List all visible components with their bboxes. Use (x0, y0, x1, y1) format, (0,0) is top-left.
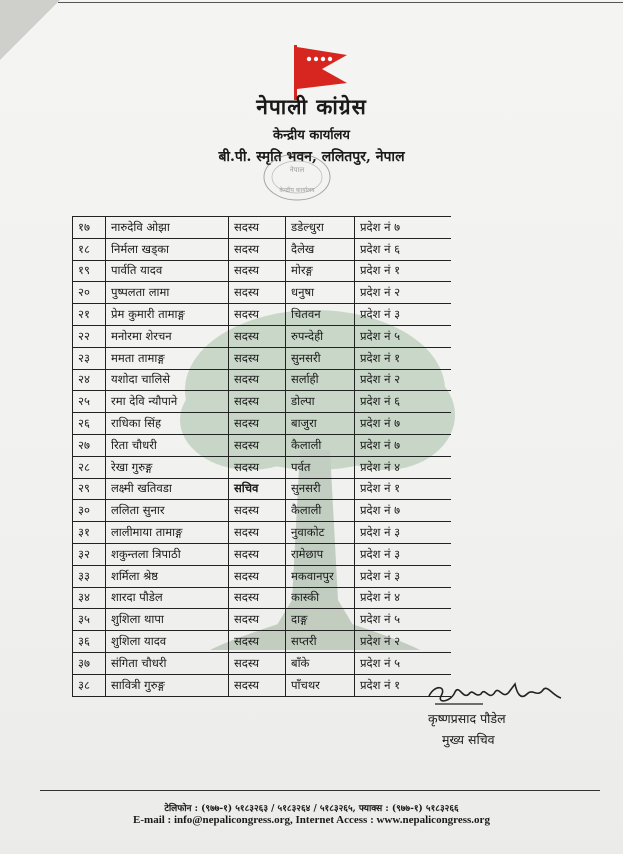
table-row (73, 456, 452, 478)
member-name: यशोदा चालिसे (106, 369, 229, 391)
member-province: प्रदेश नं १ (355, 674, 452, 696)
table-row (73, 217, 452, 239)
member-role: सदस्य (229, 413, 286, 435)
table-row (73, 631, 452, 653)
member-name: पुष्पलता लामा (106, 282, 229, 304)
row-number: १७ (73, 217, 106, 239)
member-province: प्रदेश नं ४ (355, 587, 452, 609)
member-role: सदस्य (229, 238, 286, 260)
member-district: पाँचथर (286, 674, 355, 696)
member-province: प्रदेश नं ७ (355, 500, 452, 522)
member-role: सदस्य (229, 587, 286, 609)
member-role: सचिव (229, 478, 286, 500)
member-province: प्रदेश नं ३ (355, 565, 452, 587)
member-role: सदस्य (229, 522, 286, 544)
member-province: प्रदेश नं ७ (355, 413, 452, 435)
member-province: प्रदेश नं १ (355, 260, 452, 282)
member-province: प्रदेश नं ५ (355, 325, 452, 347)
table-row (73, 260, 452, 282)
organization-name: नेपाली कांग्रेस (256, 94, 367, 119)
member-name: राधिका सिंह (106, 413, 229, 435)
footer-contact-line: E-mail : info@nepalicongress.org, Internet Access : www.nepalicongress.org (133, 814, 490, 826)
member-name: मनोरमा शेरचन (106, 325, 229, 347)
member-name: नारुदेवि ओझा (106, 217, 229, 239)
member-province: प्रदेश नं ४ (355, 456, 452, 478)
member-district: कैलाली (286, 434, 355, 456)
table-row (73, 282, 452, 304)
member-role: सदस्य (229, 674, 286, 696)
table-row (73, 652, 452, 674)
row-number: २३ (73, 347, 106, 369)
row-number: २१ (73, 304, 106, 326)
row-number: २२ (73, 325, 106, 347)
member-district: चितवन (286, 304, 355, 326)
office-name: केन्द्रीय कार्यालय (273, 128, 350, 143)
member-role: सदस्य (229, 565, 286, 587)
member-name: शर्मिला श्रेष्ठ (106, 565, 229, 587)
row-number: ३५ (73, 609, 106, 631)
flag-logo-icon (292, 45, 352, 100)
handwritten-signature (425, 676, 565, 712)
row-number: ३४ (73, 587, 106, 609)
member-role: सदस्य (229, 325, 286, 347)
member-district: सर्लाही (286, 369, 355, 391)
member-district: दाङ्ग (286, 609, 355, 631)
member-province: प्रदेश नं २ (355, 282, 452, 304)
table-row (73, 413, 452, 435)
member-role: सदस्य (229, 217, 286, 239)
member-name: रेखा गुरुङ्ग (106, 456, 229, 478)
seal-top-text: नेपाल (289, 166, 305, 174)
member-role: सदस्य (229, 543, 286, 565)
member-district: रामेछाप (286, 543, 355, 565)
member-district: नुवाकोट (286, 522, 355, 544)
member-role: सदस्य (229, 456, 286, 478)
top-edge-line (58, 2, 623, 3)
member-name: रिता चौधरी (106, 434, 229, 456)
table-row (73, 674, 452, 696)
member-district: पर्वत (286, 456, 355, 478)
member-province: प्रदेश नं ६ (355, 391, 452, 413)
row-number: ३० (73, 500, 106, 522)
row-number: ३८ (73, 674, 106, 696)
member-province: प्रदेश नं ७ (355, 217, 452, 239)
member-name: शकुन्तला त्रिपाठी (106, 543, 229, 565)
table-row (73, 434, 452, 456)
row-number: २६ (73, 413, 106, 435)
table-row (73, 478, 452, 500)
member-role: सदस्य (229, 391, 286, 413)
table-row (73, 347, 452, 369)
member-district: मोरङ्ग (286, 260, 355, 282)
member-province: प्रदेश नं ७ (355, 434, 452, 456)
member-name: शारदा पौडेल (106, 587, 229, 609)
row-number: २९ (73, 478, 106, 500)
row-number: २८ (73, 456, 106, 478)
member-district: डोल्पा (286, 391, 355, 413)
member-district: बाँके (286, 652, 355, 674)
member-province: प्रदेश नं १ (355, 478, 452, 500)
table-row (73, 500, 452, 522)
member-district: कैलाली (286, 500, 355, 522)
table-row (73, 587, 452, 609)
member-role: सदस्य (229, 631, 286, 653)
member-name: ममता तामाङ्ग (106, 347, 229, 369)
row-number: २४ (73, 369, 106, 391)
member-name: रमा देवि न्यौपाने (106, 391, 229, 413)
table-row (73, 304, 452, 326)
member-district: दैलेख (286, 238, 355, 260)
member-name: शुशिला यादव (106, 631, 229, 653)
member-role: सदस्य (229, 500, 286, 522)
member-name: लक्ष्मी खतिवडा (106, 478, 229, 500)
signatory-title: मुख्य सचिव (442, 732, 495, 747)
seal-bottom-text: केन्द्रीय कार्यालय (279, 187, 315, 194)
member-district: मकवानपुर (286, 565, 355, 587)
table-row (73, 391, 452, 413)
member-role: सदस्य (229, 347, 286, 369)
row-number: ३२ (73, 543, 106, 565)
member-province: प्रदेश नं ५ (355, 609, 452, 631)
member-province: प्रदेश नं १ (355, 347, 452, 369)
member-role: सदस्य (229, 652, 286, 674)
member-district: धनुषा (286, 282, 355, 304)
signatory-name: कृष्णप्रसाद पौडेल (428, 711, 506, 726)
member-province: प्रदेश नं ५ (355, 652, 452, 674)
office-seal-stamp (262, 152, 332, 202)
table-row (73, 238, 452, 260)
row-number: ३१ (73, 522, 106, 544)
folded-corner (0, 0, 60, 60)
member-name: सावित्री गुरुङ्ग (106, 674, 229, 696)
member-district: सुनसरी (286, 478, 355, 500)
member-role: सदस्य (229, 434, 286, 456)
row-number: १८ (73, 238, 106, 260)
member-province: प्रदेश नं ३ (355, 543, 452, 565)
member-province: प्रदेश नं २ (355, 369, 452, 391)
member-district: बाजुरा (286, 413, 355, 435)
member-name: प्रेम कुमारी तामाङ्ग (106, 304, 229, 326)
row-number: ३७ (73, 652, 106, 674)
row-number: ३३ (73, 565, 106, 587)
table-row (73, 325, 452, 347)
member-province: प्रदेश नं २ (355, 631, 452, 653)
member-district: सप्तरी (286, 631, 355, 653)
row-number: २७ (73, 434, 106, 456)
row-number: २० (73, 282, 106, 304)
member-table (72, 216, 451, 697)
row-number: १९ (73, 260, 106, 282)
row-number: २५ (73, 391, 106, 413)
member-role: सदस्य (229, 260, 286, 282)
table-row (73, 369, 452, 391)
member-district: रुपन्देही (286, 325, 355, 347)
table-row (73, 522, 452, 544)
member-province: प्रदेश नं ३ (355, 522, 452, 544)
member-name: निर्मला खड्का (106, 238, 229, 260)
member-province: प्रदेश नं ३ (355, 304, 452, 326)
row-number: ३६ (73, 631, 106, 653)
member-district: डडेल्धुरा (286, 217, 355, 239)
member-province: प्रदेश नं ६ (355, 238, 452, 260)
table-row (73, 565, 452, 587)
footer-divider (40, 790, 600, 791)
member-table-body (73, 217, 452, 697)
member-name: ललिता सुनार (106, 500, 229, 522)
member-name: पार्वति यादव (106, 260, 229, 282)
member-name: लालीमाया तामाङ्ग (106, 522, 229, 544)
member-role: सदस्य (229, 282, 286, 304)
office-address: बी.पी. स्मृति भवन, ललितपुर, नेपाल (218, 149, 405, 165)
member-role: सदस्य (229, 304, 286, 326)
member-role: सदस्य (229, 609, 286, 631)
member-district: सुनसरी (286, 347, 355, 369)
footer-phone-line: टेलिफोन : (९७७-१) ५१८३२६३ / ५१८३२६४ / ५१८३२६५, फ्याक्स : (९७७-१) ५१८३२६६ (164, 804, 459, 814)
member-role: सदस्य (229, 369, 286, 391)
table-row (73, 543, 452, 565)
member-name: शुशिला थापा (106, 609, 229, 631)
table-row (73, 609, 452, 631)
member-name: संगिता चौधरी (106, 652, 229, 674)
member-district: कास्की (286, 587, 355, 609)
